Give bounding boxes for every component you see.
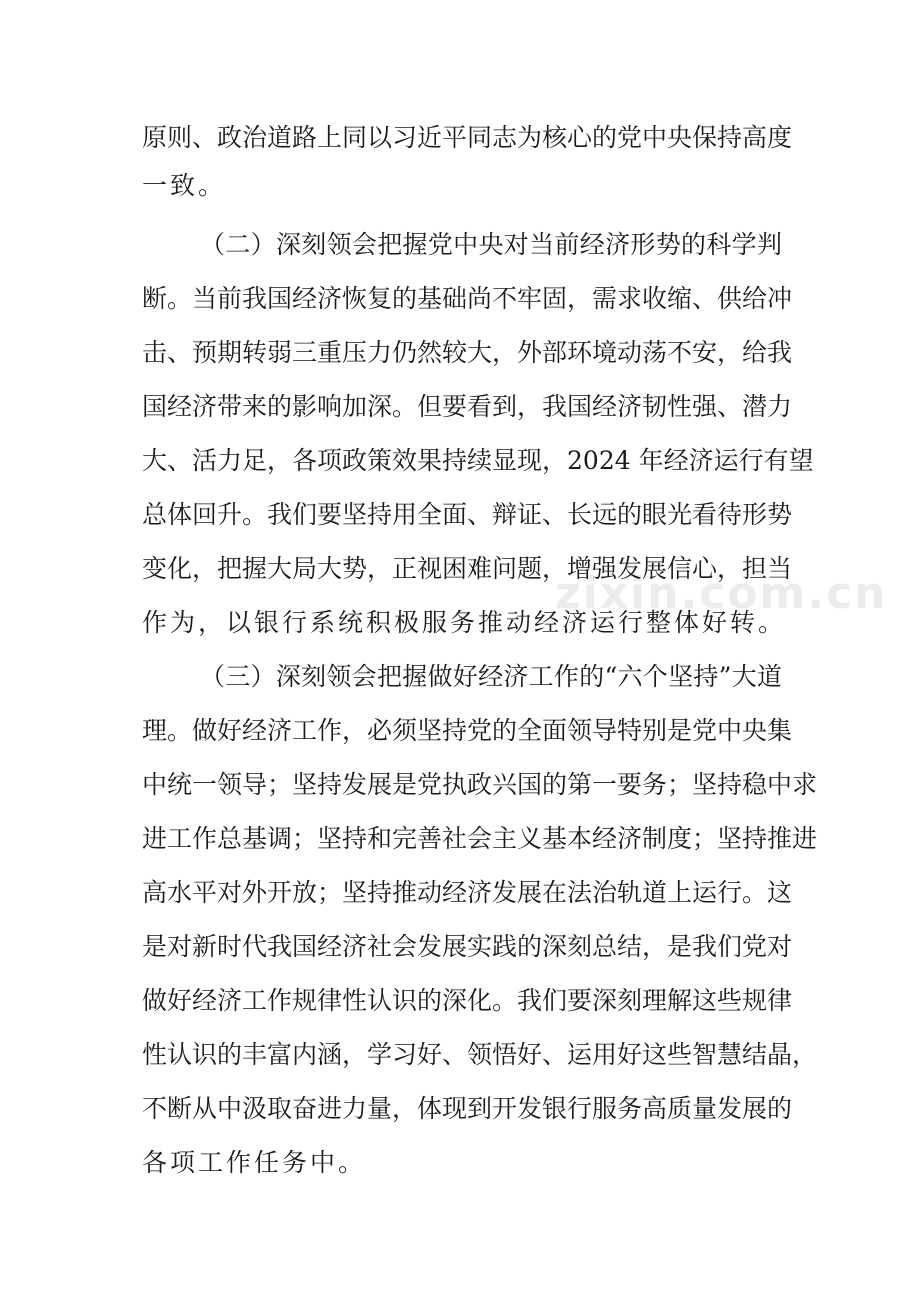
text-line: 理。做好经济工作，必须坚持党的全面领导特别是党中央集 [142, 716, 793, 745]
text-line: （三）深刻领会把握做好经济工作的“六个坚持”大道 [200, 662, 782, 691]
text-line: 原则、政治道路上同以习近平同志为核心的党中央保持高度 [142, 123, 793, 152]
text-line: 中统一领导；坚持发展是党执政兴国的第一要务；坚持稳中求 [142, 770, 818, 799]
text-line: 击、预期转弱三重压力仍然较大，外部环境动荡不安，给我 [142, 338, 793, 367]
text-line: 性认识的丰富内涵，学习好、领悟好、运用好这些智慧结晶， [142, 1040, 818, 1069]
text-line: 进工作总基调；坚持和完善社会主义基本经济制度；坚持推进 [142, 824, 818, 853]
text-line: 作为，以银行系统积极服务推动经济运行整体好转。 [142, 608, 787, 637]
text-line: 高水平对外开放；坚持推动经济发展在法治轨道上运行。这 [142, 878, 793, 907]
text-line: 各项工作任务中。 [142, 1148, 367, 1177]
text-line: 是对新时代我国经济社会发展实践的深刻总结，是我们党对 [142, 932, 793, 961]
text-line: 国经济带来的影响加深。但要看到，我国经济韧性强、潜力 [142, 392, 793, 421]
text-line: 一致。 [142, 171, 227, 200]
text-line: 做好经济工作规律性认识的深化。我们要深刻理解这些规律 [142, 986, 793, 1015]
text-line: （二）深刻领会把握党中央对当前经济形势的科学判 [200, 230, 782, 259]
watermark: zixin.com.cn [555, 568, 888, 619]
text-line: 大、活力足，各项政策效果持续显现，2024 年经济运行有望 [142, 446, 814, 475]
text-line: 不断从中汲取奋进力量，体现到开发银行服务高质量发展的 [142, 1094, 793, 1123]
text-line: 断。当前我国经济恢复的基础尚不牢固，需求收缩、供给冲 [142, 284, 793, 313]
text-line: 总体回升。我们要坚持用全面、辩证、长远的眼光看待形势 [142, 500, 793, 529]
text-line: 变化，把握大局大势，正视困难问题，增强发展信心，担当 [142, 554, 793, 583]
